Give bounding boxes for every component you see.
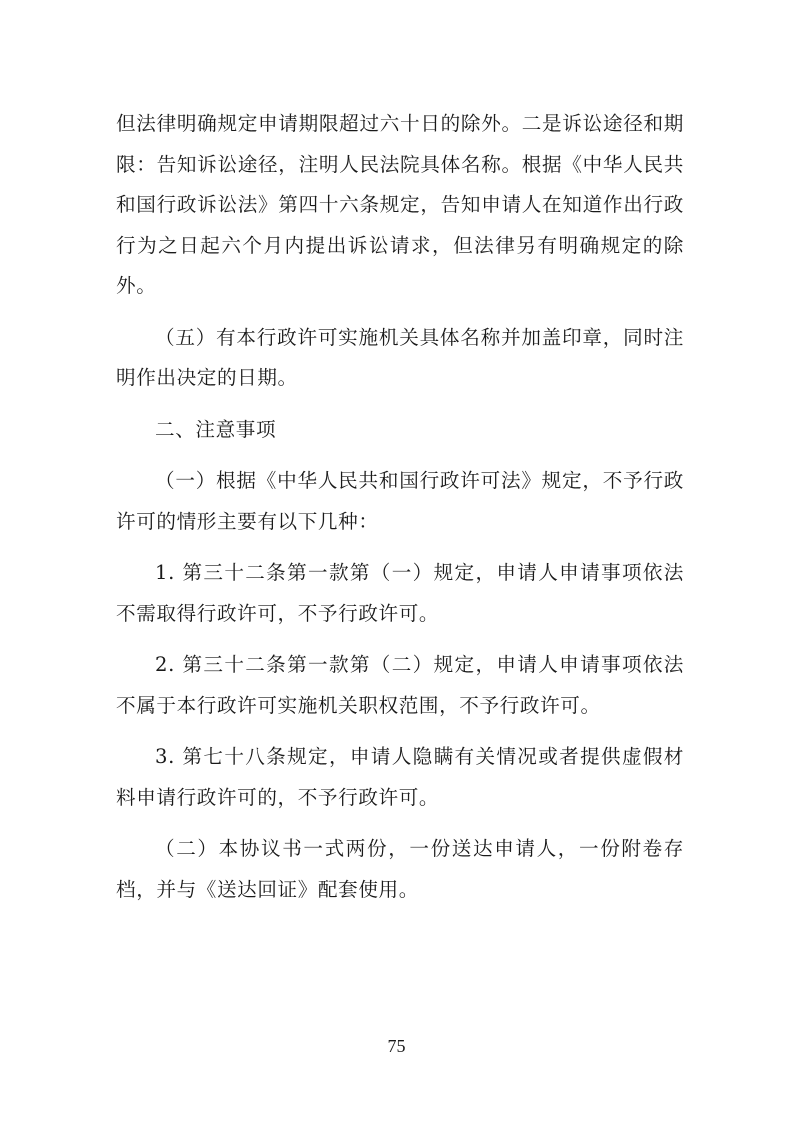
section-heading: 二、注意事项 [155,417,277,441]
list-item: 2. 第三十二条第一款第（二）规定，申请人申请事项依法不属于本行政许可实施机关职权范围，不予行政许可。 [116,653,684,717]
list-item: 3. 第七十八条规定，申请人隐瞒有关情况或者提供虚假材料申请行政许可的，不予行政许可。 [116,745,684,809]
page-number: 75 [387,1036,406,1056]
list-item: 1. 第三十二条第一款第（一）规定，申请人申请事项依法不需取得行政许可，不予行政许可。 [116,561,684,625]
paragraph: （五）有本行政许可实施机关具体名称并加盖印章，同时注明作出决定的日期。 [116,325,684,389]
paragraph: （一）根据《中华人民共和国行政许可法》规定，不予行政许可的情形主要有以下几种： [116,469,684,533]
paragraph: （二）本协议书一式两份，一份送达申请人，一份附卷存档，并与《送达回证》配套使用。 [116,837,684,901]
paragraph: 但法律明确规定申请期限超过六十日的除外。二是诉讼途径和期限：告知诉讼途径，注明人民法院具体名称。根据《中华人民共和国行政诉讼法》第四十六条规定，告知申请人在知道作出行政行为之日起六个月内提出诉讼请求，但法律另有明确规定的除外。 [116,112,684,297]
body-text [116,104,684,921]
